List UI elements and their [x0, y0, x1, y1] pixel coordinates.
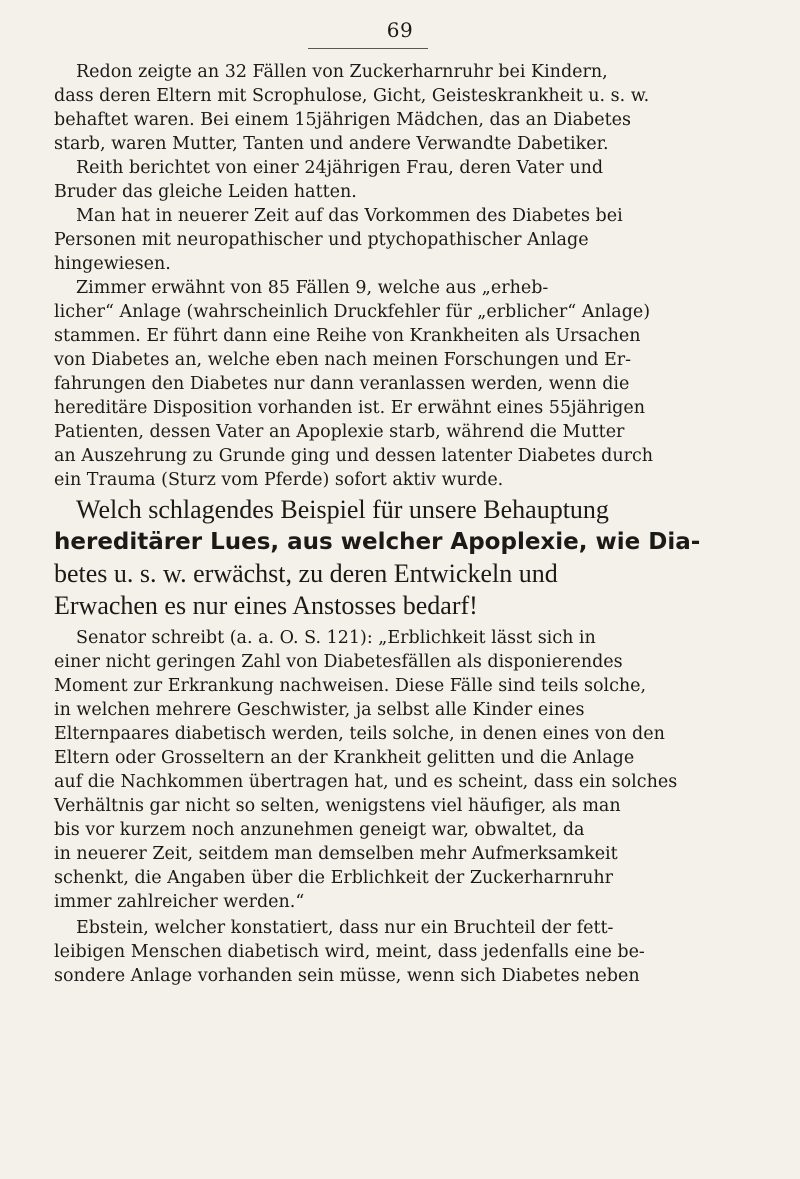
emphasis-line: Welch schlagendes Beispiel für unsere Behauptung [76, 495, 609, 524]
text-line: immer zahlreicher werden.“ [54, 892, 305, 912]
text-line: an Auszehrung zu Grunde ging und dessen latenter Diabetes durch [54, 446, 654, 466]
text-line: Patienten, dessen Vater an Apoplexie starb, während die Mutter [54, 422, 625, 442]
text-line: Ebstein, welcher konstatiert, dass nur ein Bruchteil der fett- [76, 918, 614, 938]
text-line: behaftet waren. Bei einem 15jährigen Mädchen, das an Diabetes [54, 110, 631, 130]
emphasis-line: Erwachen es nur eines Anstosses bedarf! [54, 591, 478, 620]
text-line: Redon zeigte an 32 Fällen von Zuckerharnruhr bei Kindern, [76, 62, 608, 82]
text-line: auf die Nachkommen übertragen hat, und es scheint, dass ein solches [54, 772, 678, 792]
text-line: starb, waren Mutter, Tanten und andere Verwandte Dabetiker. [54, 134, 609, 154]
text-line: hereditäre Disposition vorhanden ist. Er erwähnt eines 55jährigen [54, 398, 646, 418]
text-line: schenkt, die Angaben über die Erblichkeit der Zuckerharnruhr [54, 868, 613, 888]
text-line: ein Trauma (Sturz vom Pferde) sofort aktiv wurde. [54, 470, 504, 490]
emphasis-line: hereditärer Lues, aus welcher Apoplexie, wie Dia- [54, 529, 701, 555]
text-line: in welchen mehrere Geschwister, ja selbst alle Kinder eines [54, 700, 585, 720]
text-line: leibigen Menschen diabetisch wird, meint, dass jedenfalls eine be- [54, 942, 645, 962]
text-line: Reith berichtet von einer 24jährigen Frau, deren Vater und [76, 158, 604, 178]
text-line: fahrungen den Diabetes nur dann veranlassen werden, wenn die [54, 374, 630, 394]
text-line: Zimmer erwähnt von 85 Fällen 9, welche aus „erheb- [76, 278, 549, 298]
header-rule [308, 48, 428, 49]
text-line: von Diabetes an, welche eben nach meinen Forschungen und Er- [54, 350, 632, 370]
text-line: in neuerer Zeit, seitdem man demselben mehr Aufmerksamkeit [54, 844, 618, 864]
text-line: einer nicht geringen Zahl von Diabetesfällen als disponierendes [54, 652, 623, 672]
text-line: licher“ Anlage (wahrscheinlich Druckfehler für „erblicher“ Anlage) [54, 302, 651, 322]
text-line: Elternpaares diabetisch werden, teils solche, in denen eines von den [54, 724, 665, 744]
text-line: dass deren Eltern mit Scrophulose, Gicht, Geisteskrankheit u. s. w. [54, 86, 650, 106]
text-line: hingewiesen. [54, 254, 171, 274]
text-line: bis vor kurzem noch anzunehmen geneigt war, obwaltet, da [54, 820, 585, 840]
text-line: Personen mit neuropathischer und ptychopathischer Anlage [54, 230, 589, 250]
emphasis-line: betes u. s. w. erwächst, zu deren Entwickeln und [54, 559, 558, 588]
text-line: Eltern oder Grosseltern an der Krankheit gelitten und die Anlage [54, 748, 635, 768]
text-line: Man hat in neuerer Zeit auf das Vorkommen des Diabetes bei [76, 206, 623, 226]
text-line: sondere Anlage vorhanden sein müsse, wenn sich Diabetes neben [54, 966, 640, 986]
text-line: Moment zur Erkrankung nachweisen. Diese Fälle sind teils solche, [54, 676, 647, 696]
text-line: Verhältnis gar nicht so selten, wenigstens viel häufiger, als man [54, 796, 621, 816]
text-line: Senator schreibt (a. a. O. S. 121): „Erblichkeit lässt sich in [76, 628, 596, 648]
page-number: 69 [386, 18, 414, 42]
text-line: Bruder das gleiche Leiden hatten. [54, 182, 357, 202]
text-line: stammen. Er führt dann eine Reihe von Krankheiten als Ursachen [54, 326, 641, 346]
